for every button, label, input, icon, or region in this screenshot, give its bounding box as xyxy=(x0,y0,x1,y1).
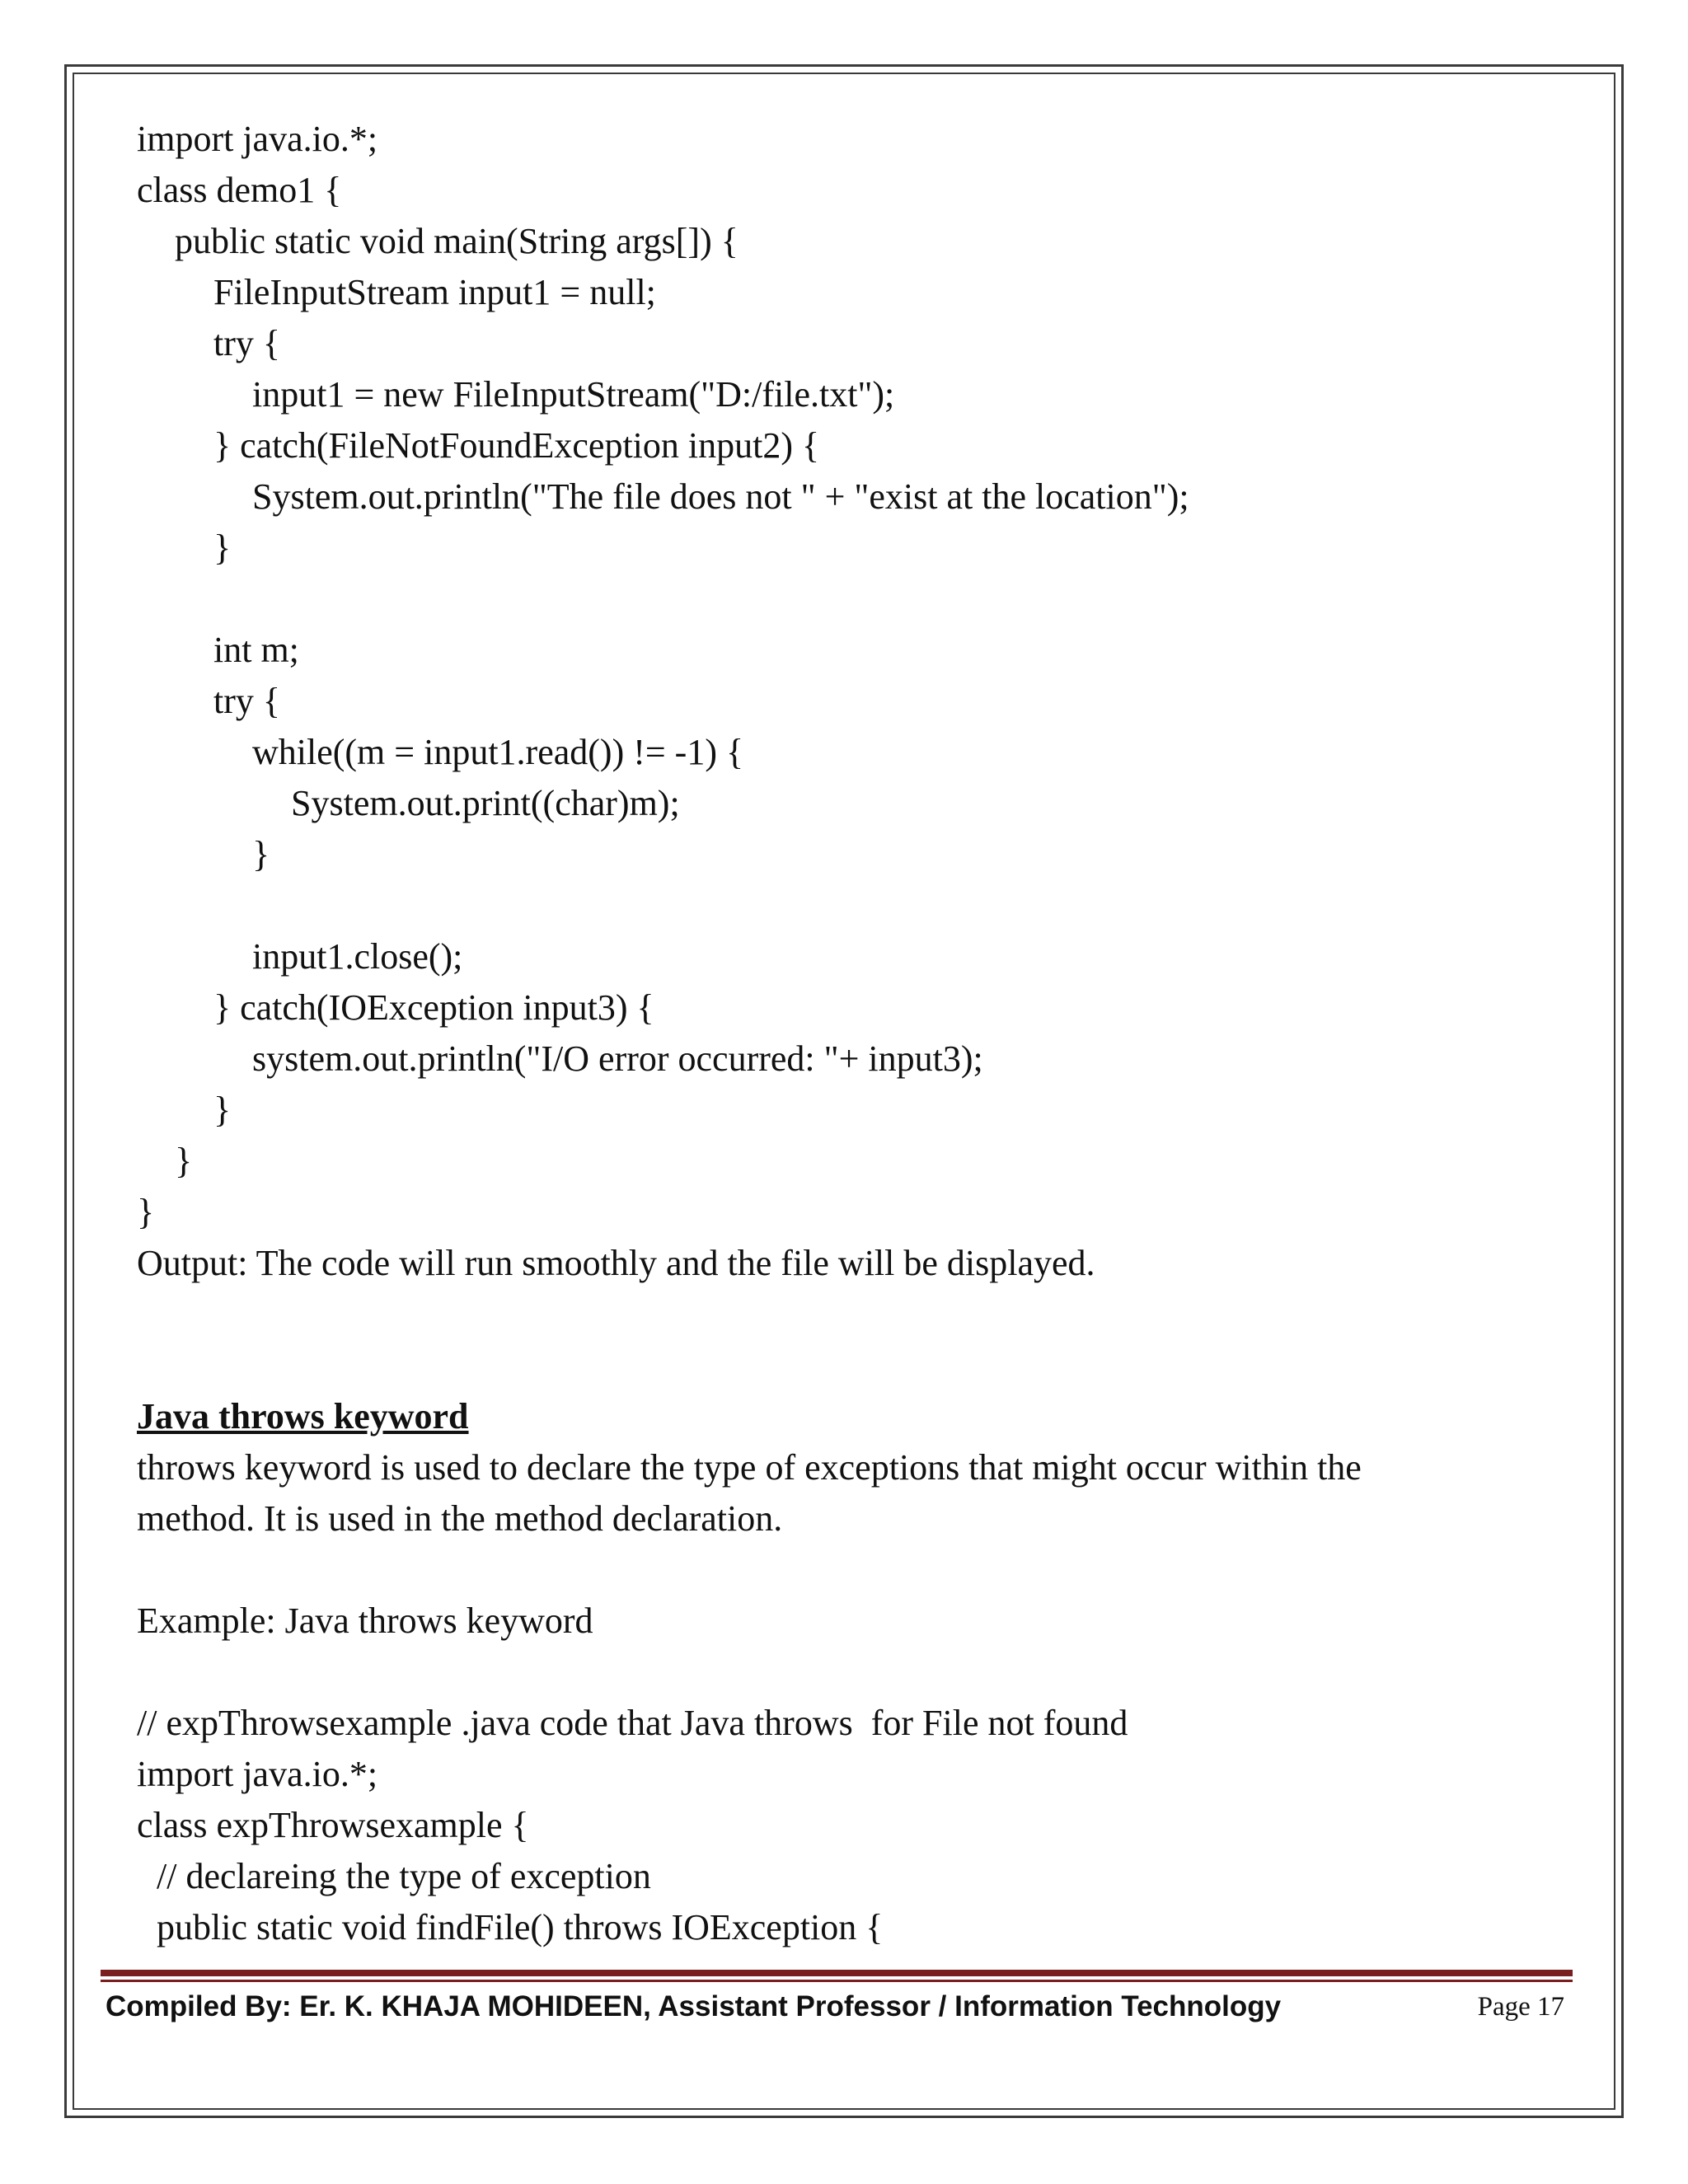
code-line: while((m = input1.read()) != -1) { xyxy=(252,732,744,772)
code-line: } catch(IOException input3) { xyxy=(213,987,654,1028)
code-line: } xyxy=(175,1141,193,1181)
code-line: public static void findFile() throws IOException { xyxy=(157,1907,884,1947)
code-comment-line: // declareing the type of exception xyxy=(157,1856,651,1896)
code-line: } xyxy=(137,1192,155,1232)
output-line: Output: The code will run smoothly and the file will be displayed. xyxy=(137,1243,1095,1283)
code-line: input1 = new FileInputStream("D:/file.txt"); xyxy=(252,374,895,415)
page-content xyxy=(137,114,1554,1953)
code-line: try { xyxy=(213,323,280,363)
code-line: import java.io.*; xyxy=(137,119,378,159)
code-line: class demo1 { xyxy=(137,170,342,210)
section-heading: Java throws keyword xyxy=(137,1396,469,1436)
blank-line xyxy=(137,574,1554,625)
code-line: } xyxy=(213,527,232,568)
blank-line xyxy=(137,1289,1554,1340)
code-line: int m; xyxy=(213,630,299,670)
code-line: public static void main(String args[]) { xyxy=(175,221,738,261)
code-line: System.out.println("The file does not " + "exist at the location"); xyxy=(252,476,1189,517)
blank-line xyxy=(137,1340,1554,1391)
section-paragraph-line: throws keyword is used to declare the type of exceptions that might occur within the xyxy=(137,1447,1362,1488)
section-paragraph-line: method. It is used in the method declaration. xyxy=(137,1498,783,1539)
code-line: FileInputStream input1 = null; xyxy=(213,272,656,312)
blank-line xyxy=(137,1647,1554,1698)
blank-line xyxy=(137,880,1554,931)
example-label: Example: Java throws keyword xyxy=(137,1601,593,1641)
code-line: class expThrowsexample { xyxy=(137,1805,529,1845)
footer-credit: Compiled By: Er. K. KHAJA MOHIDEEN, Assistant Professor / Information Technology xyxy=(106,1990,1282,2022)
code-line: system.out.println("I/O error occurred: "+ input3); xyxy=(252,1038,983,1079)
page-number: Page 17 xyxy=(1477,1992,1564,2022)
code-line: import java.io.*; xyxy=(137,1754,378,1794)
blank-line xyxy=(137,1544,1554,1596)
code-line: } xyxy=(213,1090,232,1130)
code-comment-line: // expThrowsexample .java code that Java throws for File not found xyxy=(137,1703,1128,1743)
footer-rule xyxy=(101,1970,1573,1976)
code-line: System.out.print((char)m); xyxy=(291,783,680,823)
code-line: input1.close(); xyxy=(252,936,463,977)
footer-rule-thin xyxy=(101,1980,1573,1982)
code-line: } xyxy=(252,834,270,874)
code-line: } catch(FileNotFoundException input2) { xyxy=(213,425,820,466)
code-line: try { xyxy=(213,681,280,721)
